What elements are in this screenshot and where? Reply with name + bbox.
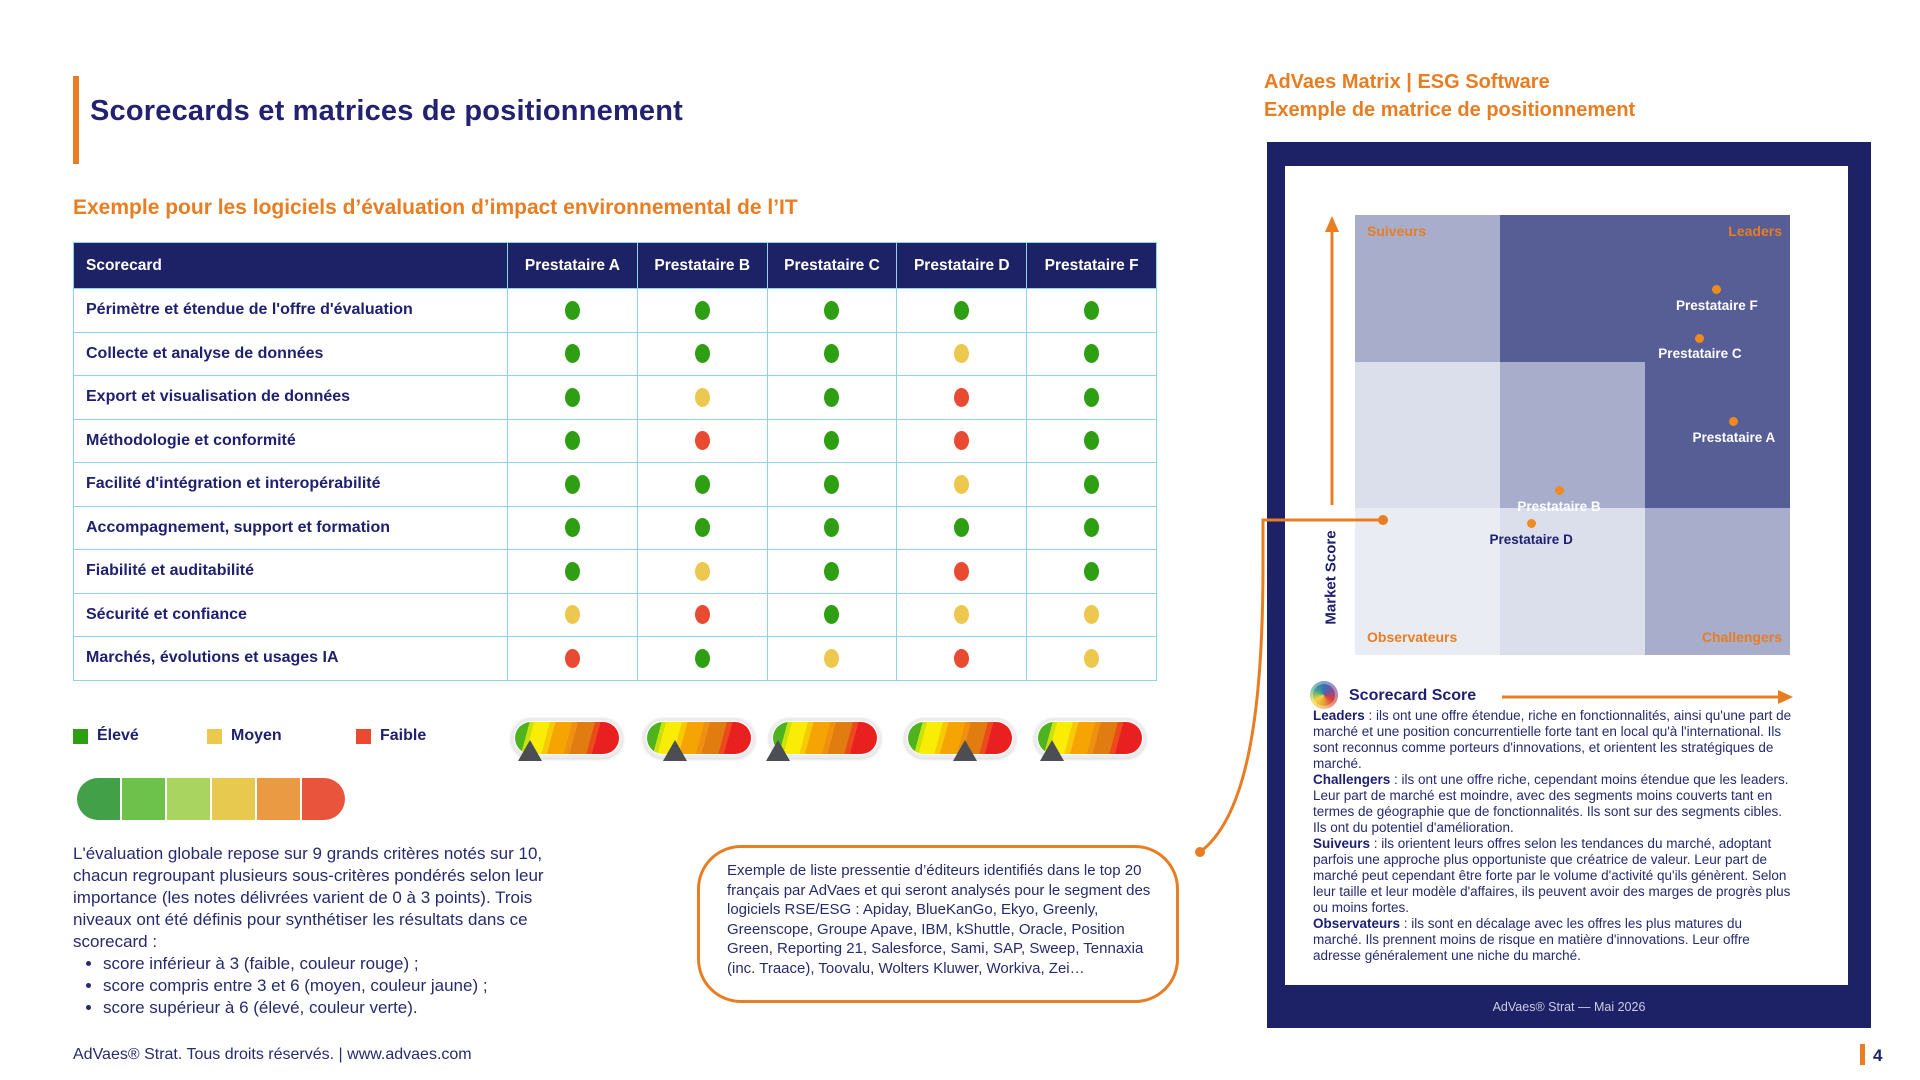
score-dot-green	[565, 344, 580, 363]
score-cell	[767, 419, 897, 463]
score-cell	[897, 289, 1027, 333]
matrix-header-line2: Exemple de matrice de positionnement	[1264, 99, 1636, 121]
gauge-pointer-icon	[1040, 740, 1064, 761]
gauge-pointer-icon	[953, 740, 977, 761]
score-dot-yellow	[954, 475, 969, 494]
score-dot-green	[824, 388, 839, 407]
score-dot-green	[695, 518, 710, 537]
score-dot-green	[1084, 518, 1099, 537]
score-dot-yellow	[954, 344, 969, 363]
point-dot-icon	[1555, 486, 1564, 495]
score-cell	[767, 550, 897, 594]
score-dot-green	[954, 301, 969, 320]
methodology-bullet-list	[73, 953, 571, 1019]
score-dot-yellow	[565, 605, 580, 624]
criterion-label: Méthodologie et conformité	[74, 419, 508, 463]
matrix-cell	[1500, 508, 1645, 655]
methodology-bullet: • score inférieur à 3 (faible, couleur rouge) ;	[103, 953, 571, 975]
score-dot-green	[565, 518, 580, 537]
score-cell	[767, 376, 897, 420]
score-gauge-b	[643, 718, 755, 758]
point-label: Prestataire D	[1489, 531, 1573, 547]
score-cell	[897, 550, 1027, 594]
score-cell	[508, 376, 638, 420]
score-cell	[897, 419, 1027, 463]
methodology-text	[73, 843, 571, 1019]
table-header-provider: Prestataire D	[897, 243, 1027, 289]
score-cell	[637, 376, 767, 420]
table-row	[74, 289, 1157, 333]
page-title: Scorecards et matrices de positionnement	[90, 95, 684, 127]
score-cell	[897, 463, 1027, 507]
x-axis-label: Scorecard Score	[1349, 687, 1477, 704]
quadrant-description: Challengers : ils ont une offre riche, cependant moins étendue que les leaders. Leur part de marché est moindre, avec des segments moins couverts tant en termes de géographie que de fonctionnalités. Ils sont sur des segments cibles. Ils ont du potentiel d'amélioration.	[1313, 772, 1789, 835]
score-cell	[767, 637, 897, 681]
score-cell	[1027, 637, 1157, 681]
table-row	[74, 419, 1157, 463]
score-dot-green	[824, 431, 839, 450]
legend-swatch-icon	[73, 729, 88, 744]
score-cell	[508, 593, 638, 637]
matrix-cell	[1500, 215, 1645, 362]
score-cell	[508, 289, 638, 333]
score-dot-yellow	[954, 605, 969, 624]
score-cell	[508, 419, 638, 463]
quadrant-description: Suiveurs : ils orientent leurs offres selon les tendances du marché, adoptant parfois une approche plus opportuniste que créatrice de valeur. Leur part de marché peut cependant être forte par le volume d'activité qu'ils génèrent. Selon leur taille et leur modèle d'affaires, ils peuvent avoir des marges de progrès plus ou moins fortes.	[1313, 836, 1791, 915]
title-accent-bar	[73, 76, 79, 164]
criterion-label: Collecte et analyse de données	[74, 332, 508, 376]
table-header-scorecard: Scorecard	[74, 243, 508, 289]
quadrant-descriptions	[1313, 708, 1793, 964]
score-dot-green	[695, 649, 710, 668]
score-dot-green	[824, 605, 839, 624]
score-dot-green	[1084, 562, 1099, 581]
score-cell	[508, 637, 638, 681]
score-cell	[897, 637, 1027, 681]
score-gauge-d	[904, 718, 1016, 758]
criterion-label: Fiabilité et auditabilité	[74, 550, 508, 594]
criterion-label: Export et visualisation de données	[74, 376, 508, 420]
score-cell	[767, 289, 897, 333]
score-cell	[1027, 419, 1157, 463]
legend-item	[207, 727, 282, 745]
scorecard-table	[73, 242, 1157, 681]
score-dot-green	[565, 475, 580, 494]
quadrant-description: Observateurs : ils sont en décalage avec les offres les plus matures du marché. Ils prennent moins de risque en matière d'innovations. Leur offre adresse généralement une niche du marché.	[1313, 916, 1750, 963]
methodology-bullet: • score supérieur à 6 (élevé, couleur verte).	[103, 997, 571, 1019]
table-row	[74, 593, 1157, 637]
score-cell	[897, 332, 1027, 376]
score-dot-red	[695, 605, 710, 624]
score-dot-green	[824, 518, 839, 537]
score-dot-red	[954, 562, 969, 581]
score-dot-green	[1084, 388, 1099, 407]
legend-item	[356, 727, 426, 745]
score-dot-green	[1084, 475, 1099, 494]
criterion-label: Périmètre et étendue de l'offre d'évaluation	[74, 289, 508, 333]
quadrant-description: Leaders : ils ont une offre étendue, riche en fonctionnalités, ainsi qu'une part de marché et une position concurrentielle forte tant en local qu'à l'international. Ils sont reconnus comme porteurs d'innovations, et orientent les stratégiques de marché.	[1313, 708, 1792, 771]
legend-label: Faible	[380, 727, 427, 744]
score-cell	[1027, 506, 1157, 550]
table-header-provider: Prestataire C	[767, 243, 897, 289]
score-dot-red	[954, 431, 969, 450]
criterion-label: Sécurité et confiance	[74, 593, 508, 637]
score-cell	[637, 289, 767, 333]
score-cell	[508, 332, 638, 376]
matrix-cell	[1500, 362, 1645, 509]
score-dot-green	[695, 301, 710, 320]
score-dot-green	[824, 344, 839, 363]
score-dot-green	[824, 301, 839, 320]
criterion-label: Marchés, évolutions et usages IA	[74, 637, 508, 681]
point-label: Prestataire B	[1517, 498, 1601, 514]
score-cell	[508, 550, 638, 594]
table-row	[74, 463, 1157, 507]
score-cell	[1027, 550, 1157, 594]
y-axis-label: Market Score	[1322, 530, 1340, 625]
score-dot-green	[565, 388, 580, 407]
quadrant-label-suiveurs: Suiveurs	[1367, 223, 1427, 239]
color-scale-bar	[77, 778, 345, 820]
score-cell	[637, 550, 767, 594]
point-label: Prestataire F	[1676, 297, 1758, 313]
gauge-pointer-icon	[766, 740, 790, 761]
quadrant-label-observateurs: Observateurs	[1367, 629, 1458, 645]
connector-start-dot	[1195, 847, 1205, 857]
table-row	[74, 332, 1157, 376]
score-cell	[508, 506, 638, 550]
advaes-logo-icon	[1310, 681, 1338, 709]
page-number: 4	[1873, 1046, 1883, 1065]
methodology-intro: L'évaluation globale repose sur 9 grands critères notés sur 10, chacun regroupant plusieurs sous-critères pondérés selon leur importance (les notes délivrées varient de 0 à 3 points). Trois niveaux ont été définis pour synthétiser les résultats dans ce scorecard :	[73, 844, 544, 951]
page-number-accent-bar	[1860, 1044, 1865, 1065]
scorecard-table-body	[74, 289, 1157, 681]
quadrant-term: Observateurs	[1313, 916, 1401, 931]
matrix-header-line1: AdVaes Matrix | ESG Software	[1264, 71, 1550, 93]
gauge-pointer-icon	[518, 740, 542, 761]
score-gauge-f	[1034, 718, 1146, 758]
score-dot-yellow	[695, 562, 710, 581]
score-cell	[897, 593, 1027, 637]
quadrant-label-challengers: Challengers	[1701, 629, 1782, 645]
score-dot-red	[695, 431, 710, 450]
legend-label: Élevé	[97, 727, 139, 744]
score-dot-green	[695, 475, 710, 494]
matrix-cell	[1355, 362, 1500, 509]
score-dot-green	[565, 562, 580, 581]
score-cell	[1027, 593, 1157, 637]
criterion-label: Facilité d'intégration et interopérabilité	[74, 463, 508, 507]
score-dot-red	[954, 388, 969, 407]
score-dot-yellow	[1084, 605, 1099, 624]
score-cell	[637, 637, 767, 681]
score-cell	[897, 506, 1027, 550]
score-cell	[637, 419, 767, 463]
score-dot-green	[954, 518, 969, 537]
quadrant-term: Challengers	[1313, 772, 1391, 787]
score-cell	[637, 332, 767, 376]
table-row	[74, 637, 1157, 681]
legend-swatch-icon	[207, 729, 222, 744]
score-cell	[1027, 289, 1157, 333]
scale-segment	[212, 778, 257, 820]
score-cell	[1027, 376, 1157, 420]
point-label: Prestataire C	[1658, 346, 1742, 362]
scale-segment	[257, 778, 302, 820]
score-dot-green	[1084, 301, 1099, 320]
score-cell	[637, 593, 767, 637]
matrix-credit: AdVaes® Strat — Mai 2026	[1492, 1000, 1646, 1014]
point-label: Prestataire A	[1692, 429, 1776, 445]
score-cell	[767, 463, 897, 507]
score-gauge-c	[769, 718, 881, 758]
score-dot-green	[565, 431, 580, 450]
table-row	[74, 506, 1157, 550]
score-cell	[767, 332, 897, 376]
score-gauge-a	[511, 718, 623, 758]
scale-segment	[77, 778, 122, 820]
legend-item	[73, 727, 139, 745]
methodology-bullet: • score compris entre 3 et 6 (moyen, couleur jaune) ;	[103, 975, 571, 997]
score-dot-green	[695, 344, 710, 363]
score-dot-yellow	[695, 388, 710, 407]
score-dot-green	[824, 475, 839, 494]
table-header-provider: Prestataire B	[637, 243, 767, 289]
gauge-pointer-icon	[663, 740, 687, 761]
score-cell	[1027, 332, 1157, 376]
criterion-label: Accompagnement, support et formation	[74, 506, 508, 550]
score-cell	[637, 463, 767, 507]
scale-segment	[122, 778, 167, 820]
footer-copyright: AdVaes® Strat. Tous droits réservés. | www.advaes.com	[73, 1046, 472, 1063]
score-dot-green	[565, 301, 580, 320]
table-header-provider: Prestataire F	[1027, 243, 1157, 289]
score-cell	[637, 506, 767, 550]
legend-label: Moyen	[231, 727, 282, 744]
legend-swatch-icon	[356, 729, 371, 744]
score-dot-red	[565, 649, 580, 668]
score-dot-red	[954, 649, 969, 668]
quadrant-label-leaders: Leaders	[1728, 223, 1782, 239]
score-dot-green	[824, 562, 839, 581]
score-cell	[767, 506, 897, 550]
matrix-header	[1264, 68, 1635, 124]
table-row	[74, 376, 1157, 420]
scale-segment	[167, 778, 212, 820]
score-cell	[897, 376, 1027, 420]
score-dot-green	[1084, 344, 1099, 363]
score-cell	[767, 593, 897, 637]
quadrant-term: Suiveurs	[1313, 836, 1371, 851]
score-dot-green	[1084, 431, 1099, 450]
score-cell	[508, 463, 638, 507]
quadrant-term: Leaders	[1313, 708, 1365, 723]
table-row	[74, 550, 1157, 594]
score-dot-yellow	[1084, 649, 1099, 668]
score-dot-yellow	[824, 649, 839, 668]
table-header-row	[74, 243, 1157, 289]
page-subtitle: Exemple pour les logiciels d’évaluation d’impact environnemental de l’IT	[73, 196, 798, 219]
scorecard-table-head	[74, 243, 1157, 289]
editors-callout-bubble: Exemple de liste pressentie d’éditeurs identifiés dans le top 20 français par AdVaes et qui seront analysés pour le segment des logiciels RSE/ESG : Apiday, BlueKanGo, Ekyo, Greenly, Greenscope, Groupe Apave, IBM, kShuttle, Oracle, Position Green, Reporting 21, Salesforce, Sami, SAP, Sweep, Tennaxia (inc. Traace), Toovalu, Wolters Kluwer, Workiva, Zei…	[697, 845, 1179, 1003]
scale-segment	[302, 778, 345, 820]
table-header-provider: Prestataire A	[508, 243, 638, 289]
score-cell	[1027, 463, 1157, 507]
